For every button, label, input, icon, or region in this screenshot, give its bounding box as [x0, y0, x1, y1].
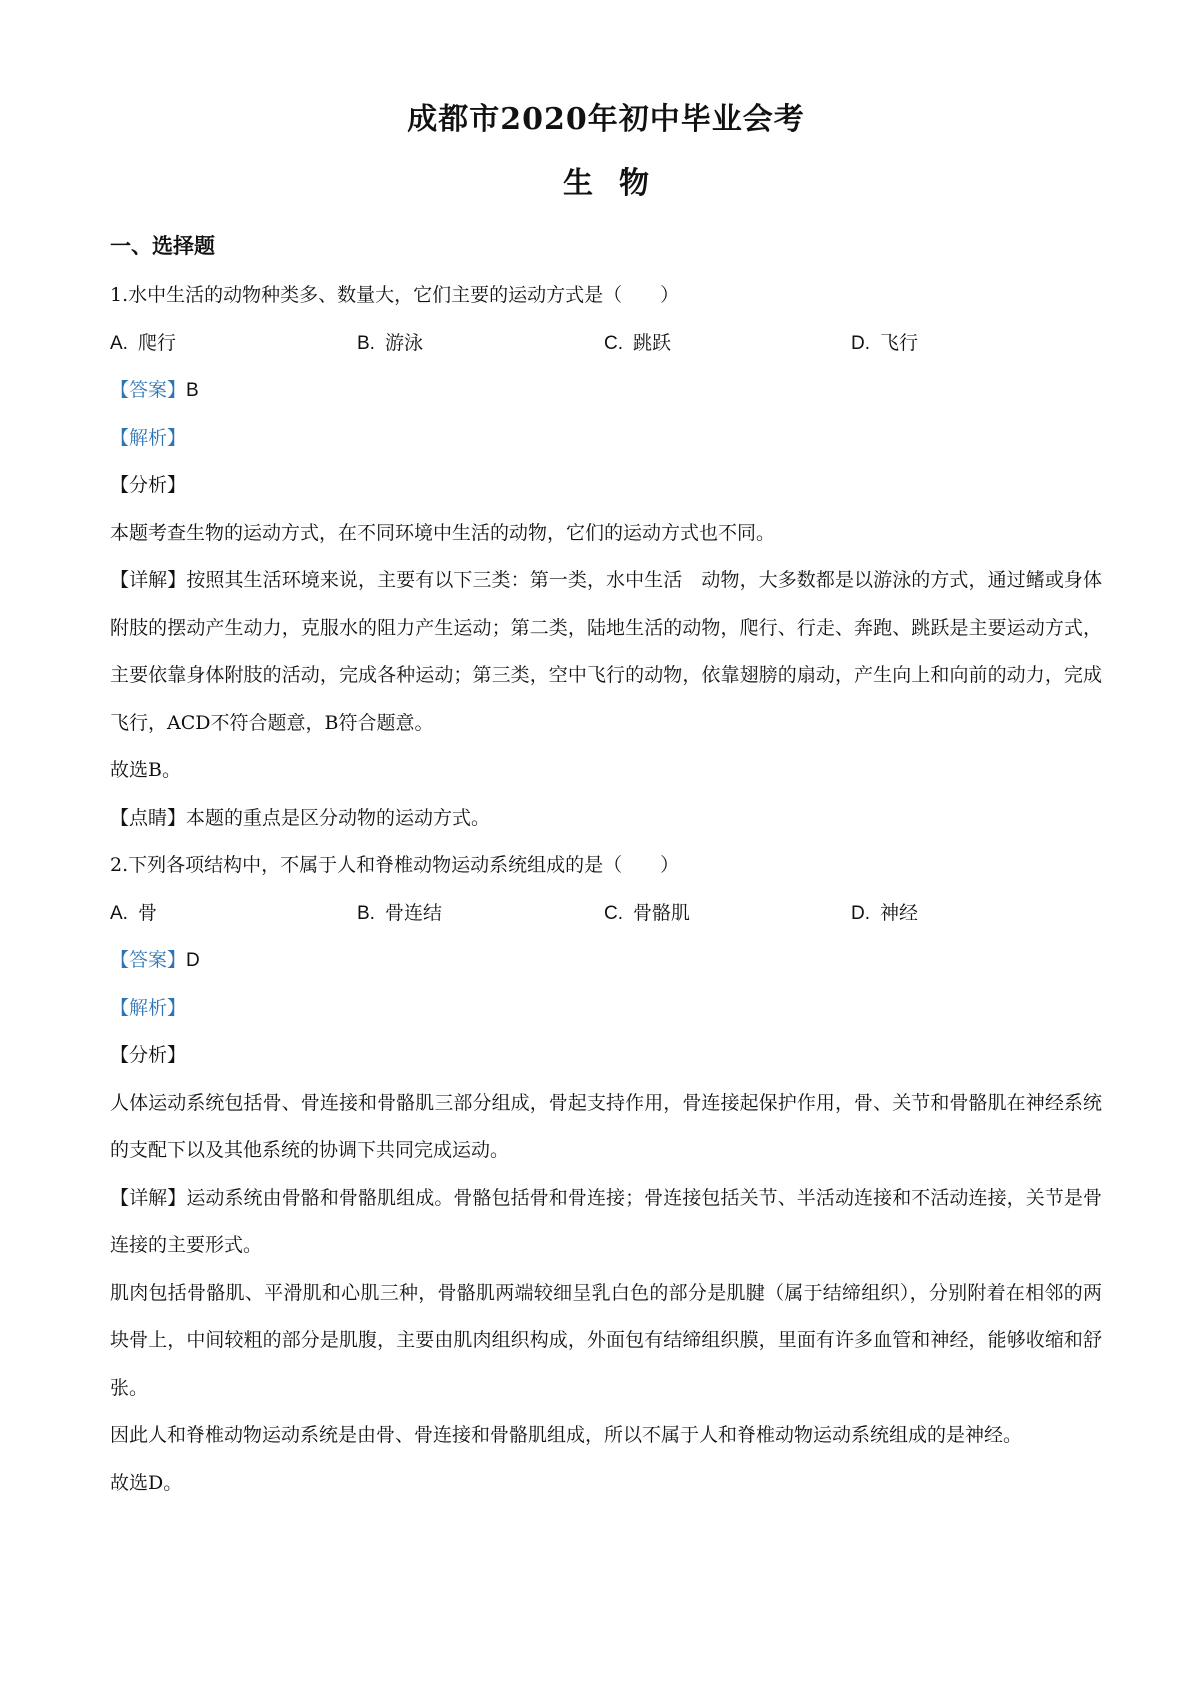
detail-text-2: 肌肉包括骨骼肌、平滑肌和心肌三种，骨骼肌两端较细呈乳白色的部分是肌腱（属于结缔组织），分别附着在相邻的两块骨上，中间较粗的部分是肌腹，主要由肌肉组织构成，外面包有结缔组织膜，里面有许多血管和神经，能够收缩和舒张。	[110, 1281, 1102, 1399]
analysis-tag: 【分析】	[110, 1044, 187, 1066]
answer-line	[110, 367, 1102, 415]
option-a	[110, 320, 357, 368]
detail-paragraph	[110, 557, 1102, 747]
option-text: 跳跃	[633, 331, 672, 354]
analysis-text: 本题考查生物的运动方式，在不同环境中生活的动物，它们的运动方式也不同。	[110, 521, 776, 544]
option-d	[851, 320, 1098, 368]
option-letter: A.	[110, 902, 128, 924]
explanation-tag: 【解析】	[110, 426, 187, 449]
option-text: 爬行	[137, 331, 176, 354]
option-c	[604, 320, 851, 368]
detail-text-3: 因此人和脊椎动物运动系统是由骨、骨连接和骨骼肌组成，所以不属于人和脊椎动物运动系统组成的是神经。	[110, 1424, 1023, 1446]
answer-value: D	[186, 950, 200, 971]
option-b	[357, 320, 604, 368]
question-1	[110, 272, 1102, 842]
option-c	[604, 890, 851, 938]
option-letter: D.	[851, 902, 870, 924]
detail-paragraph	[110, 1175, 1102, 1270]
analysis-text: 人体运动系统包括骨、骨连接和骨骼肌三部分组成，骨起支持作用，骨连接起保护作用，骨、关节和骨骼肌在神经系统的支配下以及其他系统的协调下共同完成运动。	[110, 1091, 1102, 1161]
document-title: 成都市2020年初中毕业会考	[407, 102, 805, 137]
detail-tag: 【详解】	[110, 1186, 187, 1209]
conclusion-text: 故选D。	[110, 1471, 183, 1494]
question-stem: 1.水中生活的动物种类多、数量大，它们主要的运动方式是（ ）	[110, 284, 680, 306]
option-letter: C.	[604, 332, 623, 354]
comment-line	[110, 795, 1102, 843]
detail-text: 运动系统由骨骼和骨骼肌组成。骨骼包括骨和骨连接；骨连接包括关节、半活动连接和不活动连接，关节是骨连接的主要形式。	[110, 1186, 1102, 1256]
answer-tag: 【答案】	[110, 949, 187, 971]
detail-text: 按照其生活环境来说，主要有以下三类：第一类，水中生活 动物，大多数都是以游泳的方式，通过鳍或身体附肢的摆动产生动力，克服水的阻力产生运动；第二类，陆地生活的动物，爬行、行走、奔跑、跳跃是主要运动方式，主要依靠身体附肢的活动，完成各种运动；第三类，空中飞行的动物，依靠翅膀的扇动，产生向上和向前的动力，完成飞行，ACD不符合题意，B符合题意。	[110, 569, 1102, 734]
comment-tag: 【点睛】	[110, 806, 187, 829]
option-text: 骨连结	[384, 901, 442, 924]
answer-line	[110, 937, 1102, 985]
comment-text: 本题的重点是区分动物的运动方式。	[186, 806, 491, 829]
analysis-tag: 【分析】	[110, 474, 187, 496]
detail-tag: 【详解】	[110, 569, 187, 591]
answer-tag: 【答案】	[110, 379, 187, 401]
option-d	[851, 890, 1098, 938]
option-letter: C.	[604, 902, 623, 924]
option-text: 游泳	[384, 331, 423, 354]
conclusion-text: 故选B。	[110, 759, 181, 781]
answer-value: B	[186, 380, 199, 401]
option-text: 骨	[137, 901, 157, 924]
question-stem: 2.下列各项结构中，不属于人和脊椎动物运动系统组成的是（ ）	[110, 854, 680, 876]
section-heading: 一、选择题	[110, 233, 215, 258]
options-row	[110, 320, 1102, 368]
explanation-tag: 【解析】	[110, 996, 187, 1019]
option-text: 骨骼肌	[633, 901, 691, 924]
option-text: 飞行	[880, 331, 919, 354]
options-row	[110, 890, 1102, 938]
option-a	[110, 890, 357, 938]
option-letter: D.	[851, 332, 870, 354]
option-text: 神经	[880, 901, 919, 924]
subject-title: 生物	[563, 166, 675, 201]
option-b	[357, 890, 604, 938]
question-2	[110, 842, 1102, 1507]
option-letter: A.	[110, 332, 128, 354]
option-letter: B.	[357, 332, 375, 354]
option-letter: B.	[357, 902, 375, 924]
